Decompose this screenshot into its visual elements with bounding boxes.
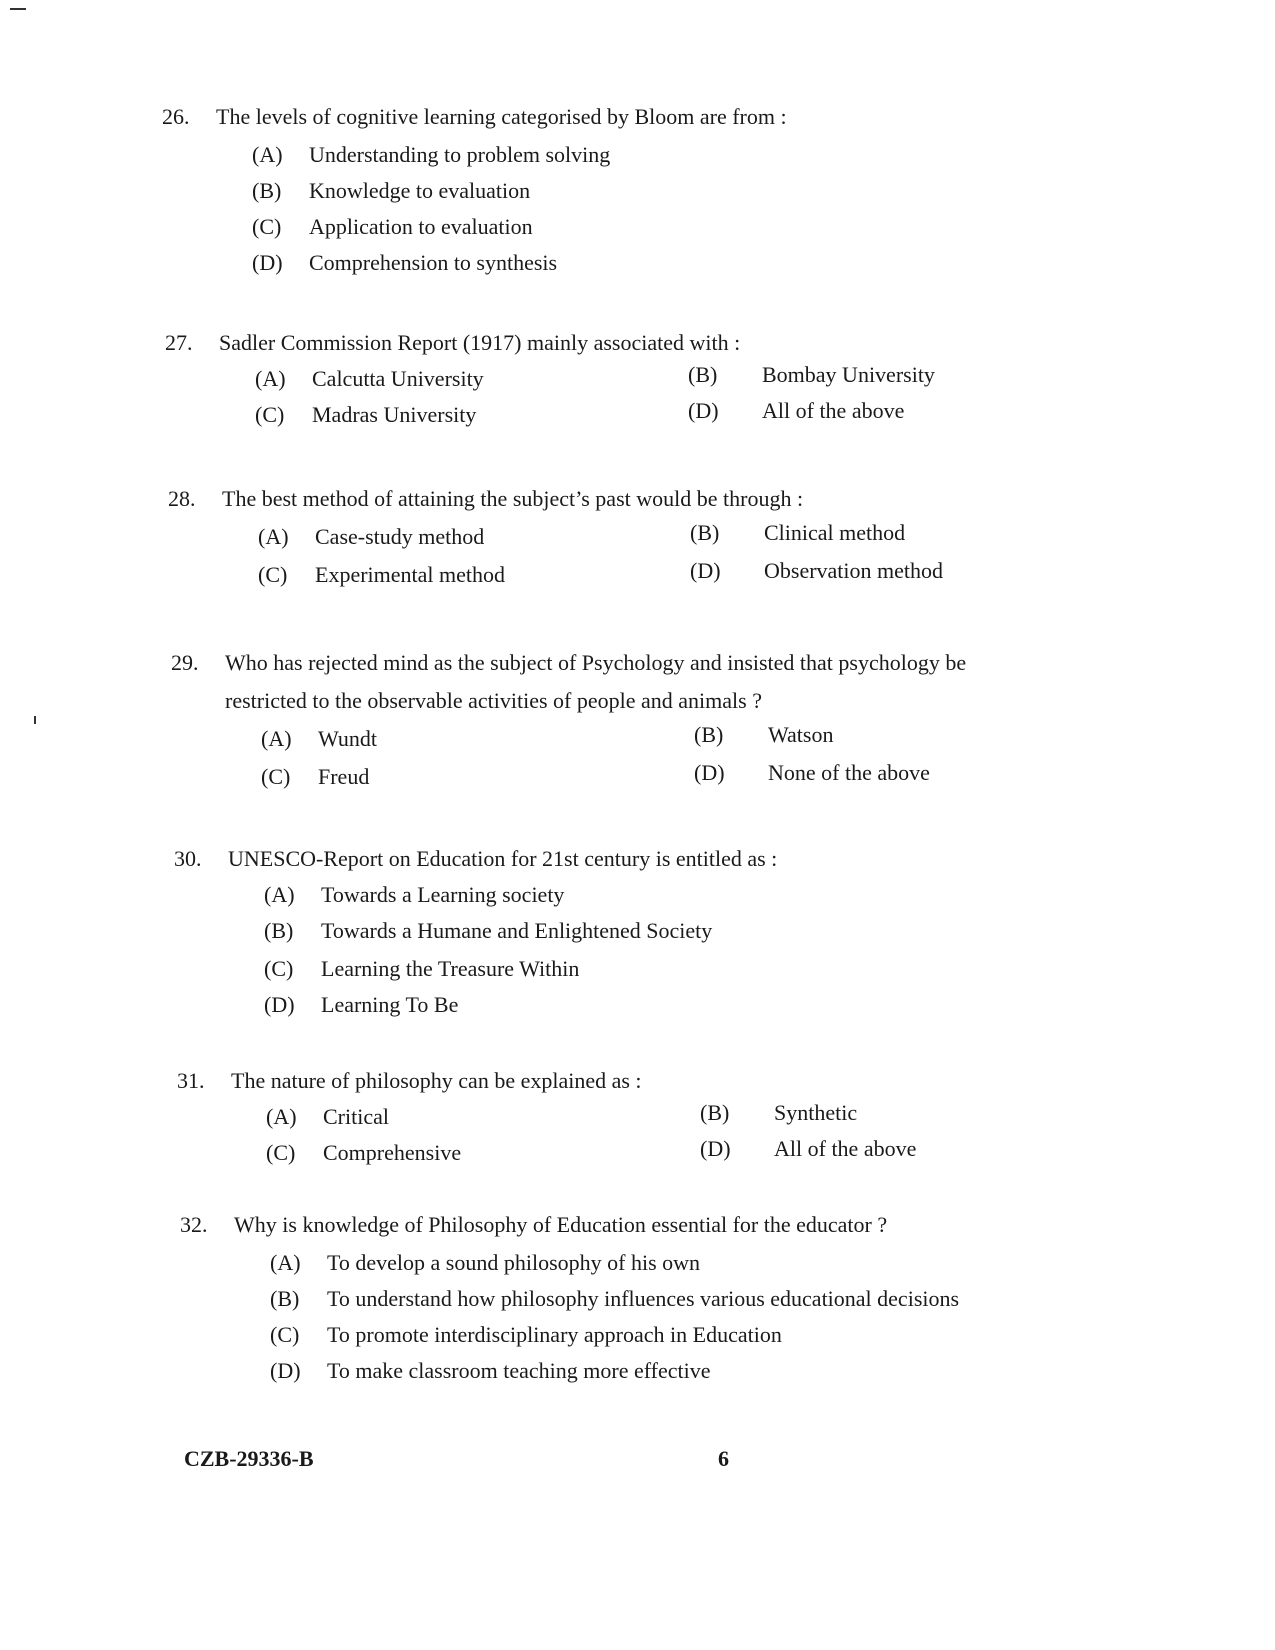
option-text: Understanding to problem solving — [309, 142, 611, 167]
question-text: Who has rejected mind as the subject of Psychology and insisted that psychology be — [225, 650, 967, 675]
option-text: Towards a Learning society — [321, 882, 565, 907]
option-label: (B) — [690, 520, 720, 545]
option-text: Experimental method — [315, 562, 505, 587]
option-text: Watson — [768, 722, 834, 747]
option-label: (D) — [700, 1136, 731, 1161]
question-text: Sadler Commission Report (1917) mainly associated with : — [219, 330, 741, 355]
question-text: The levels of cognitive learning categorised by Bloom are from : — [216, 104, 787, 129]
option-label: (A) — [255, 366, 286, 391]
option-label: (A) — [252, 142, 283, 167]
option-text: Comprehensive — [323, 1140, 462, 1165]
option-label: (A) — [264, 882, 295, 907]
option-label: (C) — [258, 562, 288, 587]
option-label: (D) — [264, 992, 295, 1017]
question-number: 26. — [162, 104, 190, 129]
page-number: 6 — [718, 1446, 729, 1471]
option-label: (A) — [270, 1250, 301, 1275]
option-label: (B) — [264, 918, 294, 943]
option-label: (C) — [264, 956, 294, 981]
option-text: To understand how philosophy influences various educational decisions — [327, 1286, 960, 1311]
paper-code: CZB-29336-B — [184, 1446, 314, 1471]
option-label: (D) — [252, 250, 283, 275]
option-text: Knowledge to evaluation — [309, 178, 531, 203]
option-label: (B) — [270, 1286, 300, 1311]
option-label: (D) — [690, 558, 721, 583]
scan-mark — [10, 8, 26, 10]
option-label: (D) — [270, 1358, 301, 1383]
option-text: Learning the Treasure Within — [321, 956, 580, 981]
option-text: Case-study method — [315, 524, 485, 549]
question-text-line2: restricted to the observable activities of people and animals ? — [225, 688, 762, 713]
option-label: (A) — [258, 524, 289, 549]
option-text: Critical — [323, 1104, 389, 1129]
option-label: (C) — [266, 1140, 296, 1165]
option-label: (C) — [270, 1322, 300, 1347]
option-text: All of the above — [762, 398, 905, 423]
option-label: (C) — [255, 402, 285, 427]
option-text: Learning To Be — [321, 992, 459, 1017]
question-number: 29. — [171, 650, 199, 675]
question-number: 30. — [174, 846, 202, 871]
question-number: 31. — [177, 1068, 205, 1093]
option-label: (C) — [261, 764, 291, 789]
option-label: (B) — [252, 178, 282, 203]
question-text: Why is knowledge of Philosophy of Education essential for the educator ? — [234, 1212, 888, 1237]
question-text: The best method of attaining the subject’s past would be through : — [222, 486, 804, 511]
option-text: Freud — [318, 764, 370, 789]
option-label: (A) — [266, 1104, 297, 1129]
option-text: To develop a sound philosophy of his own — [327, 1250, 701, 1275]
option-label: (B) — [694, 722, 724, 747]
scan-mark — [34, 716, 36, 724]
option-text: Wundt — [318, 726, 377, 751]
question-text: UNESCO-Report on Education for 21st century is entitled as : — [228, 846, 778, 871]
option-text: Bombay University — [762, 362, 935, 387]
option-label: (B) — [688, 362, 718, 387]
question-text: The nature of philosophy can be explained as : — [231, 1068, 642, 1093]
option-text: Comprehension to synthesis — [309, 250, 558, 275]
question-number: 32. — [180, 1212, 208, 1237]
option-label: (C) — [252, 214, 282, 239]
option-text: To promote interdisciplinary approach in Education — [327, 1322, 782, 1347]
option-text: Clinical method — [764, 520, 906, 545]
option-text: None of the above — [768, 760, 930, 785]
option-text: Observation method — [764, 558, 944, 583]
option-text: Towards a Humane and Enlightened Society — [321, 918, 713, 943]
option-text: Application to evaluation — [309, 214, 533, 239]
question-number: 27. — [165, 330, 193, 355]
option-label: (A) — [261, 726, 292, 751]
option-text: Synthetic — [774, 1100, 858, 1125]
option-text: To make classroom teaching more effective — [327, 1358, 711, 1383]
option-label: (D) — [694, 760, 725, 785]
option-label: (B) — [700, 1100, 730, 1125]
option-text: Madras University — [312, 402, 477, 427]
option-label: (D) — [688, 398, 719, 423]
question-number: 28. — [168, 486, 196, 511]
option-text: All of the above — [774, 1136, 917, 1161]
option-text: Calcutta University — [312, 366, 484, 391]
